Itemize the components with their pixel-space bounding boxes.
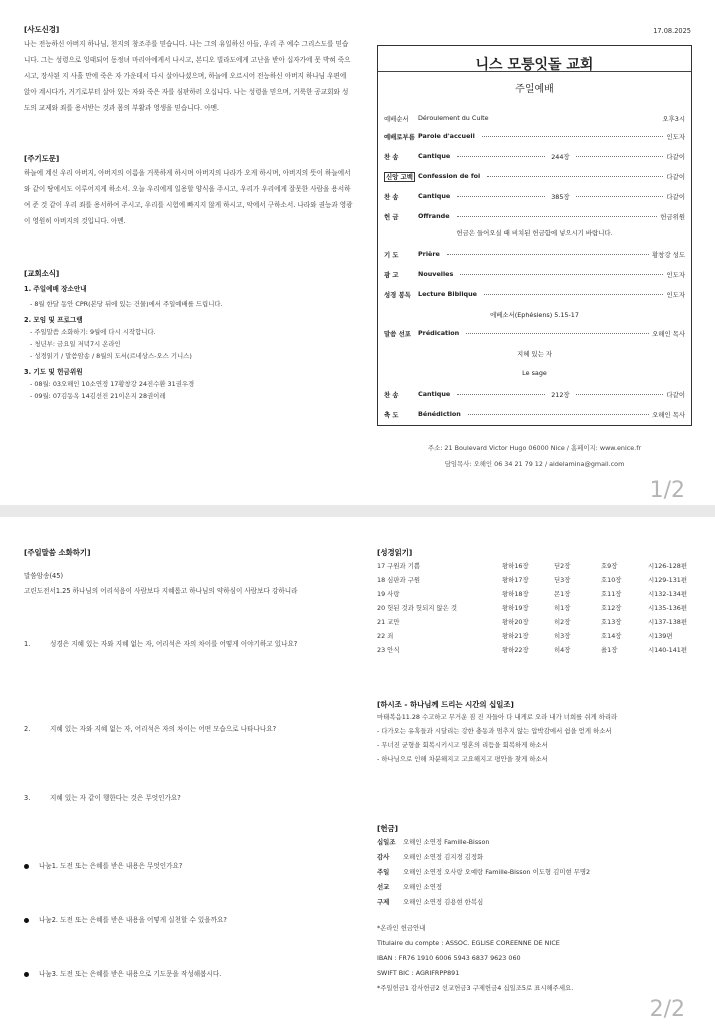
news-item-sub: - 08월: 03오해인 10소연정 17황창강 24진수환 31권우경 xyxy=(30,380,195,388)
leader-dots xyxy=(482,136,664,137)
order-label: 광 고 xyxy=(384,270,399,279)
table-cell: 호12장 xyxy=(601,603,622,612)
sharing-item xyxy=(24,860,182,870)
verse-reference: 말씀암송(45) xyxy=(24,572,64,580)
sharing-text: 나눔1. 도전 또는 은혜를 받은 내용은 무엇인가요? xyxy=(39,862,183,870)
table-row xyxy=(377,572,708,586)
news-item-sub: - 주일말씀 소화하기: 9월에 다시 시작합니다. xyxy=(30,328,156,336)
leader-dots xyxy=(460,274,663,275)
hymn-number: 212장 xyxy=(551,390,570,399)
table-cell: 호13장 xyxy=(601,617,622,626)
order-right: 오해인 목사 xyxy=(652,329,685,338)
order-label: 말씀 선포 xyxy=(384,329,411,338)
table-cell: 23 안식 xyxy=(377,645,400,654)
table-cell: 17 구원과 기쁨 xyxy=(377,561,421,570)
leader-dots xyxy=(466,333,649,334)
pastor-contact: 담임목사: 오해인 06 34 21 79 12 / aidelamina@gmail.com xyxy=(444,460,625,468)
order-name: Cantique xyxy=(418,152,451,160)
order-label: 찬 송 xyxy=(384,192,399,201)
order-name: Déroulement du Culte xyxy=(418,114,489,122)
table-cell: 시137-138편 xyxy=(648,617,688,626)
offering-row xyxy=(377,880,697,895)
table-row xyxy=(377,558,708,572)
sabbath-line: - 무너진 균형을 회복시키시고 영혼의 리듬을 회복하게 하소서 xyxy=(377,741,548,749)
table-row xyxy=(377,614,708,628)
leader-dots xyxy=(457,156,545,157)
scripture-reference: 에베소서(Ephésiens) 5.15-17 xyxy=(490,311,579,319)
order-row xyxy=(384,327,685,339)
table-cell: 시132-134편 xyxy=(648,589,688,598)
offering-heading: [헌금] xyxy=(377,824,399,833)
offering-names: 오해인 소연정 오사랑 오예랑 Famille-Bisson 이도형 김미현 무명2 xyxy=(403,868,591,876)
table-cell: 왕하19장 xyxy=(502,603,529,612)
table-cell: 호11장 xyxy=(601,589,622,598)
sharing-text: 나눔2. 도전 또는 은혜를 받은 내용을 어떻게 실천할 수 있을까요? xyxy=(39,916,227,924)
table-cell: 왕하21장 xyxy=(502,631,529,640)
online-offering-heading: *온라인 헌금안내 xyxy=(377,924,426,932)
order-label: 기 도 xyxy=(384,250,399,259)
question xyxy=(24,791,344,805)
order-label-wrap xyxy=(384,172,418,181)
order-row xyxy=(384,130,685,142)
order-name: Parole d'accueil xyxy=(418,132,475,140)
reading-heading: [성경읽기] xyxy=(377,548,413,557)
order-name: Lecture Biblique xyxy=(418,290,477,298)
order-right: 다같이 xyxy=(666,152,686,161)
order-right: 인도자 xyxy=(666,132,685,141)
news-item-title: 3. 기도 및 헌금위원 xyxy=(24,368,83,376)
account-holder: Titulaire du compte : ASSOC. EGLISE COREENNE DE NICE xyxy=(377,939,560,947)
question-number: 1. xyxy=(24,640,31,648)
offering-names: 오해인 소연정 김지경 김정화 xyxy=(403,853,484,861)
online-offering-info xyxy=(377,921,697,996)
sabbath-line: - 다가오는 유혹들과 시달리는 강한 충동과 멈추지 않는 압박감에서 쉼을 얻게 하소서 xyxy=(377,727,612,735)
news-item xyxy=(24,314,354,362)
table-cell: 시139편 xyxy=(648,631,673,640)
order-label: 찬 송 xyxy=(384,152,399,161)
question-number: 3. xyxy=(24,794,31,802)
order-right: 오후3시 xyxy=(662,114,685,123)
offering-row xyxy=(377,850,697,865)
table-cell: 21 교만 xyxy=(377,617,400,626)
leader-dots xyxy=(487,176,663,177)
news-item-title: 1. 주일예배 장소안내 xyxy=(24,285,87,293)
order-row xyxy=(384,288,685,300)
offering-names: 오해인 소연정 xyxy=(403,883,443,891)
order-name: Prédication xyxy=(418,329,460,337)
leader-dots xyxy=(457,196,545,197)
order-name: Cantique xyxy=(418,192,451,200)
table-cell: 왕하20장 xyxy=(502,617,529,626)
table-row xyxy=(377,628,708,642)
order-name: Bénédiction xyxy=(418,410,461,418)
offering-type: 감사 xyxy=(377,853,390,861)
leader-dots xyxy=(447,254,649,255)
order-row xyxy=(384,190,685,202)
order-label: 예배로부름 xyxy=(384,132,415,141)
order-name: Prière xyxy=(418,250,440,258)
bulletin-page-2 xyxy=(0,517,715,1024)
order-label: 성경 봉독 xyxy=(384,290,411,299)
iban: IBAN : FR76 1910 6006 5943 6837 9623 060 xyxy=(377,954,521,962)
offering-list xyxy=(377,835,697,910)
table-row xyxy=(377,642,708,656)
memory-verse: 고린도전서1.25 하나님의 어리석음이 사람보다 지혜롭고 하나님의 약하심이 사람보다 강하니라 xyxy=(24,587,298,595)
sharing-item xyxy=(24,914,227,924)
table-cell: 20 헛된 것과 헛되지 않은 것 xyxy=(377,603,458,612)
order-row xyxy=(384,268,685,280)
sharing-text: 나눔3. 도전 또는 은혜를 받은 내용으로 기도문을 작성해봅시다. xyxy=(39,970,222,978)
table-cell: 딛3장 xyxy=(554,575,571,584)
sabbath-heading: [하시조 - 하나님께 드리는 시간의 십일조] xyxy=(377,700,514,709)
question xyxy=(24,637,344,651)
table-cell: 히3장 xyxy=(554,631,571,640)
offering-row xyxy=(377,865,697,880)
creed-text: 나는 전능하신 아버지 하나님, 천지의 창조주를 믿습니다. 나는 그의 유일하신 아들, 우리 주 예수 그리스도를 믿습니다. 그는 성령으로 잉태되어 동정녀 마리아에게서 나시고, 본디오 빌라도에게 고난을 받아 십자가에 못 박혀 죽으시고, 장사된 지 사흘 만에 죽은 자 가운데서 다시 살아나셨으며, 하늘에 오르시어 전능하신 아버지 하나님 우편에 앉아 계시다가, 거기로부터 살아 있는 자와 죽은 자를 심판하러 오십니다. 나는 성령을 믿으며, 거룩한 공교회와 성도의 교제와 죄를 용서받는 것과 몸의 부활과 영생을 믿습니다. 아멘. xyxy=(24,40,351,112)
table-row xyxy=(377,586,708,600)
offering-note: 헌금은 들어오실 때 비치된 헌금함에 넣으시기 바랍니다. xyxy=(456,229,613,237)
table-cell: 딛2장 xyxy=(554,561,571,570)
order-label: 신앙 고백 xyxy=(386,172,413,181)
page-number: 2/2 xyxy=(649,997,685,1022)
offering-names: 오해인 소연정 Famille-Bisson xyxy=(403,838,490,846)
table-cell: 19 사랑 xyxy=(377,589,400,598)
news-item-sub: - 8월 한달 동안 CPR(본당 뒤에 있는 건물)에서 주일예배를 드립니다. xyxy=(30,300,223,308)
offering-type: 주일 xyxy=(377,868,390,876)
bullet-icon xyxy=(24,918,29,923)
page-number: 1/2 xyxy=(649,478,685,503)
table-cell: 호10장 xyxy=(601,575,622,584)
sharing-item xyxy=(24,968,221,978)
reading-table xyxy=(377,558,708,656)
bulletin-page-1 xyxy=(0,0,715,505)
church-news-section xyxy=(24,268,354,402)
lords-prayer-section xyxy=(24,153,354,229)
hymn-number: 244장 xyxy=(551,152,570,161)
question-text: 지혜 있는 자 같이 행한다는 것은 무엇인가요? xyxy=(50,794,181,802)
leader-dots xyxy=(484,294,663,295)
order-right: 황창강 성도 xyxy=(652,250,685,259)
news-item-sub: - 09월: 07김동옥 14김선진 21이은지 28권이레 xyxy=(30,392,166,400)
title-divider xyxy=(378,71,691,72)
table-cell: 호14장 xyxy=(601,631,622,640)
order-label: 헌 금 xyxy=(384,212,399,221)
bullet-icon xyxy=(24,864,29,869)
order-of-service-box xyxy=(377,45,692,426)
news-item xyxy=(24,283,354,310)
order-right: 오해인 목사 xyxy=(652,410,685,419)
order-name: Confession de foi xyxy=(418,172,481,180)
order-right: 다같이 xyxy=(666,172,685,181)
order-name: Cantique xyxy=(418,390,451,398)
table-cell: 18 심판과 구원 xyxy=(377,575,421,584)
offering-row xyxy=(377,895,697,910)
order-right: 다같이 xyxy=(666,390,686,399)
order-row xyxy=(384,150,685,162)
news-item-title: 2. 모임 및 프로그램 xyxy=(24,316,83,324)
offering-type: 구제 xyxy=(377,898,390,906)
prayer-text: 하늘에 계신 우리 아버지, 아버지의 이름을 거룩하게 하시며 아버지의 나라가 오게 하시며, 아버지의 뜻이 하늘에서와 같이 땅에서도 이루어지게 하소서. 오늘 우리에게 일용할 양식을 주시고, 우리가 우리에게 잘못한 사람을 용서하여 준 것 같이 우리 죄를 용서하여 주시고, 우리를 시험에 빠지지 않게 하시고, 악에서 구하소서. 나라와 권능과 영광이 영원히 아버지의 것입니다. 아멘. xyxy=(24,169,353,225)
creed-heading: [사도신경] xyxy=(24,25,60,34)
table-cell: 히1장 xyxy=(554,603,571,612)
apostles-creed-section xyxy=(24,24,354,116)
order-row xyxy=(384,388,685,400)
order-right: 인도자 xyxy=(666,270,685,279)
table-cell: 욜1장 xyxy=(601,645,618,654)
table-cell: 히4장 xyxy=(554,645,571,654)
question xyxy=(24,722,344,736)
order-row xyxy=(384,170,685,182)
table-cell: 왕하17장 xyxy=(502,575,529,584)
table-cell: 히2장 xyxy=(554,617,571,626)
offering-type: 십일조 xyxy=(377,838,396,846)
news-item-sub: - 성경읽기 / 말씀암송 / 8월의 도서(르네상스-오스 기니스) xyxy=(30,352,192,360)
church-name: 니스 모퉁잇돌 교회 xyxy=(475,57,594,73)
order-row xyxy=(384,408,685,420)
leader-dots xyxy=(576,156,664,157)
news-heading: [교회소식] xyxy=(24,269,60,278)
table-cell: 22 죄 xyxy=(377,631,394,640)
sabbath-lines xyxy=(377,710,697,766)
swift-bic: SWIFT BIC : AGRIFRPP891 xyxy=(377,969,460,977)
hymn-number: 385장 xyxy=(551,192,570,201)
order-name: Nouvelles xyxy=(418,270,454,278)
sabbath-line: 마태복음11.28 수고하고 무거운 짐 진 자들아 다 내게로 오라 내가 너희를 쉬게 하리라 xyxy=(377,713,618,721)
news-item xyxy=(24,366,354,402)
leader-dots xyxy=(576,394,664,395)
table-cell: 왕하22장 xyxy=(502,645,529,654)
table-cell: 왕하18장 xyxy=(502,589,529,598)
order-label: 예배순서 xyxy=(384,114,409,123)
leader-dots xyxy=(468,414,649,415)
leader-dots xyxy=(457,216,658,217)
question-text: 지혜 있는 자와 지혜 없는 자, 어리석은 자의 차이는 어떤 모습으로 나타나나요? xyxy=(50,725,277,733)
order-row xyxy=(384,248,685,260)
sabbath-line: - 하나님으로 인해 차분해지고 고요해지고 평안을 찾게 하소서 xyxy=(377,755,548,763)
church-address: 주소: 21 Boulevard Victor Hugo 06000 Nice / 홈페이지: www.enice.fr xyxy=(427,444,642,452)
order-label: 찬 송 xyxy=(384,390,399,399)
table-cell: 왕하16장 xyxy=(502,561,529,570)
sermon-title-fr: Le sage xyxy=(522,369,547,377)
table-cell: 시129-131편 xyxy=(648,575,688,584)
table-cell: 시135-136편 xyxy=(648,603,688,612)
table-cell: 호9장 xyxy=(601,561,618,570)
sermon-title: 지혜 있는 자 xyxy=(517,350,552,358)
offering-code-note: *주일헌금1 감사헌금2 선교헌금3 구제헌금4 십일조5로 표시해주세요. xyxy=(377,984,574,992)
question-text: 성경은 지혜 있는 자와 지혜 없는 자, 어리석은 자의 차이를 어떻게 이야기하고 있나요? xyxy=(50,640,298,648)
table-cell: 시140-141편 xyxy=(648,645,688,654)
digest-heading: [주일말씀 소화하기] xyxy=(24,548,91,557)
service-title: 주일예배 xyxy=(515,84,554,95)
offering-names: 오해인 소연정 김용현 한복심 xyxy=(403,898,484,906)
order-right: 인도자 xyxy=(666,290,685,299)
question-number: 2. xyxy=(24,725,31,733)
leader-dots xyxy=(576,196,664,197)
prayer-heading: [주기도문] xyxy=(24,154,60,163)
leader-dots xyxy=(457,394,545,395)
order-label: 축 도 xyxy=(384,410,399,419)
order-right: 다같이 xyxy=(666,192,686,201)
table-row xyxy=(377,600,708,614)
date: 17.08.2025 xyxy=(653,27,691,35)
news-item-sub: - 청년부: 금요일 저녁7시 온라인 xyxy=(30,340,121,348)
table-cell: 몬1장 xyxy=(554,589,571,598)
order-row xyxy=(384,112,685,124)
order-right: 헌금위원 xyxy=(660,212,685,221)
offering-row xyxy=(377,835,697,850)
offering-type: 선교 xyxy=(377,883,390,891)
order-row xyxy=(384,210,685,222)
table-cell: 시126-128편 xyxy=(648,561,688,570)
order-name: Offrande xyxy=(418,212,450,220)
bullet-icon xyxy=(24,972,29,977)
